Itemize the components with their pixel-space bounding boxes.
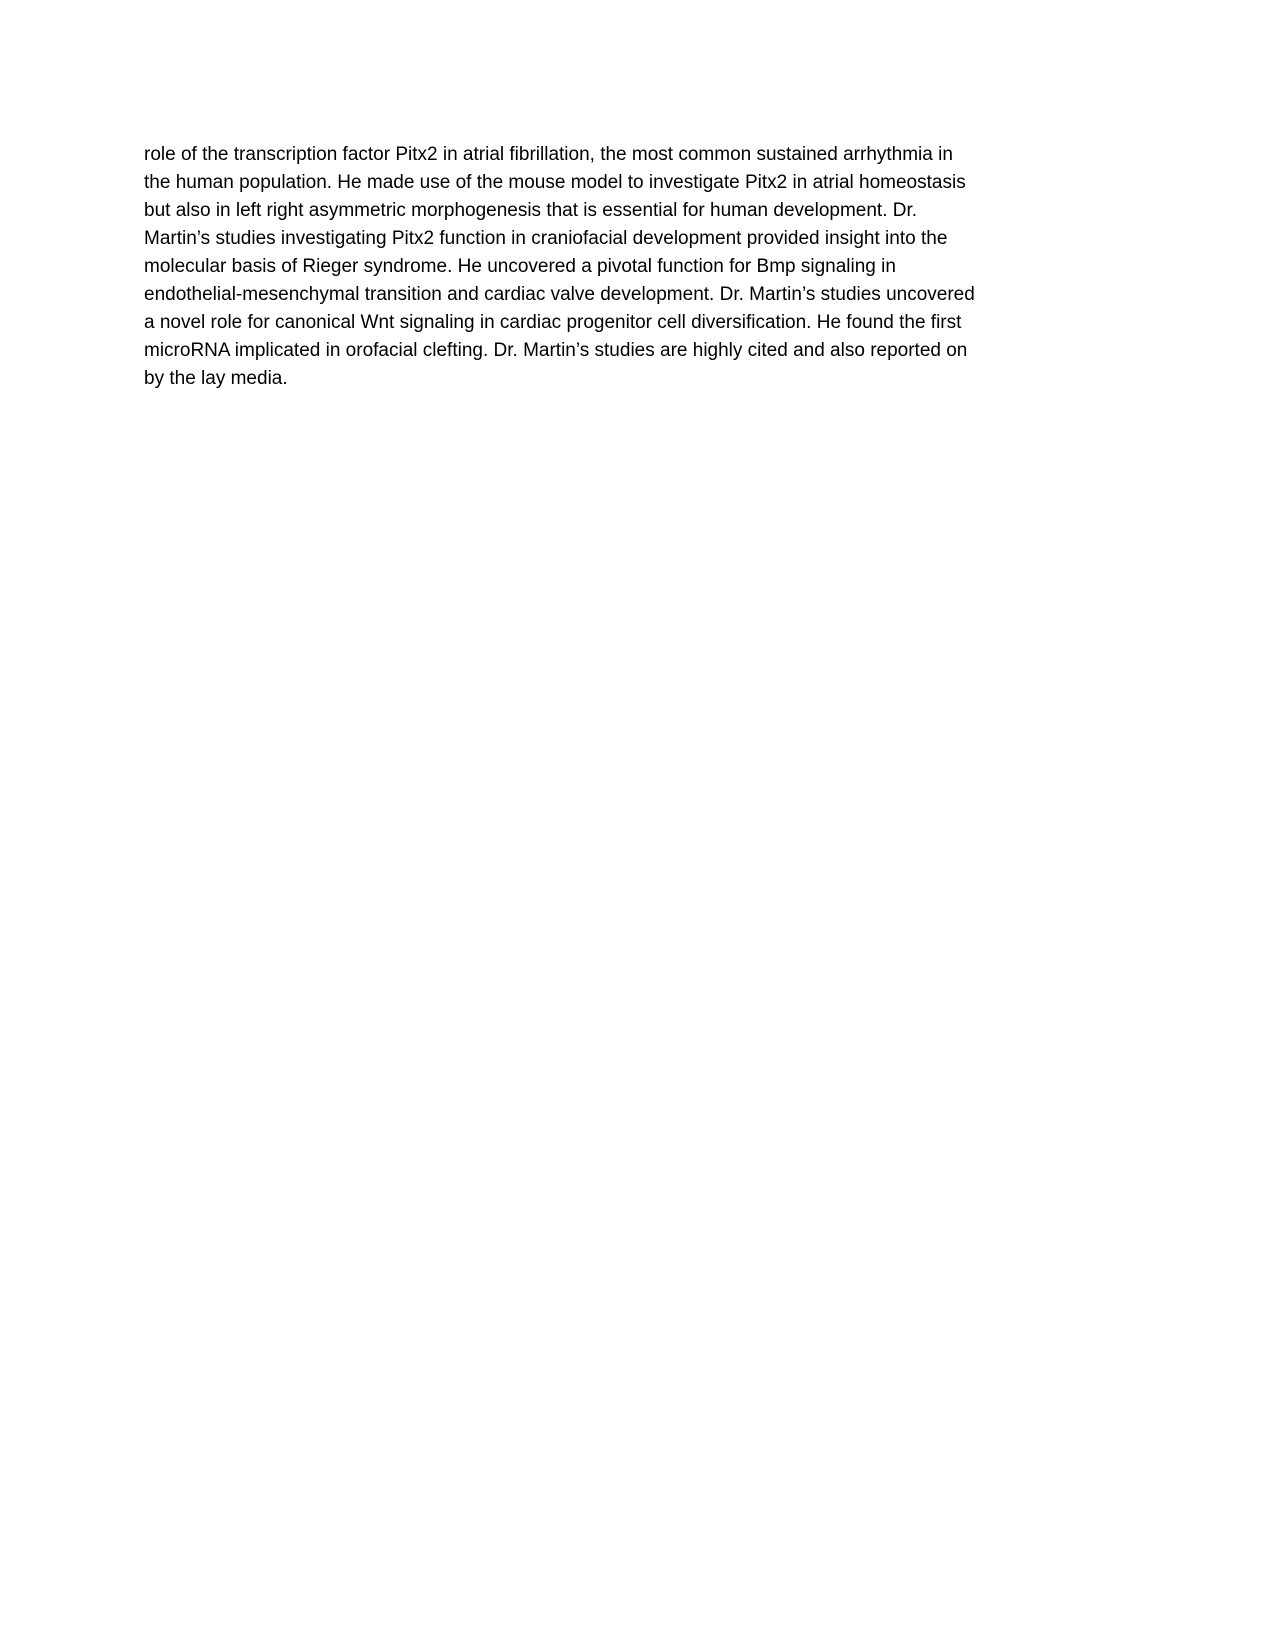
text-line: molecular basis of Rieger syndrome. He uncovered a pivotal function for Bmp signaling in	[144, 256, 896, 277]
biography-paragraph	[144, 141, 1204, 393]
text-line: microRNA implicated in orofacial clefting. Dr. Martin’s studies are highly cited and also reported on	[144, 340, 968, 361]
text-line: a novel role for canonical Wnt signaling in cardiac progenitor cell diversification. He found the first	[144, 312, 962, 333]
text-line: role of the transcription factor Pitx2 in atrial fibrillation, the most common sustained arrhythmia in	[144, 144, 953, 165]
text-line: by the lay media.	[144, 368, 288, 389]
text-line: Martin’s studies investigating Pitx2 function in craniofacial development provided insight into the	[144, 228, 948, 249]
text-line: the human population. He made use of the mouse model to investigate Pitx2 in atrial homeostasis	[144, 172, 966, 193]
text-line: but also in left right asymmetric morphogenesis that is essential for human development. Dr.	[144, 200, 918, 221]
text-line: endothelial-mesenchymal transition and cardiac valve development. Dr. Martin’s studies uncovered	[144, 284, 975, 305]
